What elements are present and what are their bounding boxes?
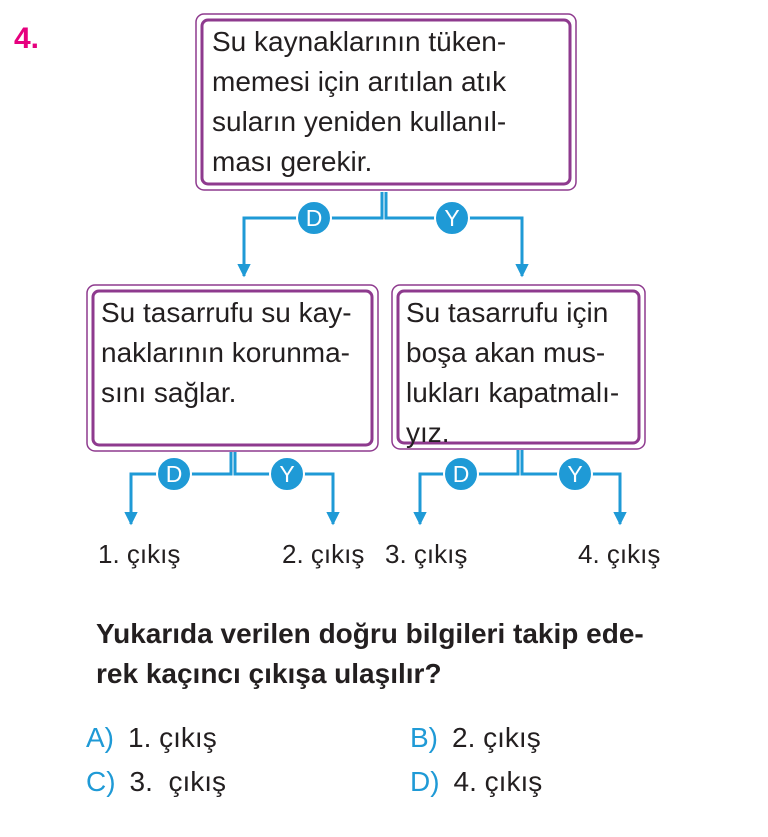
option-c-text: 3. çıkış <box>129 766 227 797</box>
top-true-badge <box>297 201 331 235</box>
exit-4-label: 4. çıkış <box>578 539 661 569</box>
option-c-letter: C) <box>86 766 116 797</box>
question-text: Yukarıda verilen doğru bilgileri takip ede- rek kaçıncı çıkışa ulaşılır? <box>96 618 644 689</box>
top-false-badge-label: Y <box>444 205 460 231</box>
top-false-badge <box>435 201 469 235</box>
option-a[interactable] <box>86 722 217 754</box>
option-d[interactable] <box>410 766 542 798</box>
question-number: 4. <box>14 22 40 55</box>
option-d-letter: D) <box>410 766 440 797</box>
right-true-badge-label: D <box>452 461 470 487</box>
right-false-badge <box>558 457 592 491</box>
option-d-text: 4. çıkış <box>453 766 543 797</box>
option-b-text: 2. çıkış <box>452 722 541 753</box>
exit-2-label: 2. çıkış <box>282 539 365 569</box>
left-true-badge <box>157 457 191 491</box>
option-c[interactable] <box>86 766 226 798</box>
left-true-badge-label: D <box>165 461 183 487</box>
left-false-badge <box>270 457 304 491</box>
option-a-text: 1. çıkış <box>128 722 217 753</box>
right-false-badge-label: Y <box>567 461 583 487</box>
left-box-text: Su tasarrufu su kay- naklarının korunma- sını sağlar. <box>101 297 352 408</box>
exit-1-label: 1. çıkış <box>98 539 181 569</box>
exit-3-label: 3. çıkış <box>385 539 468 569</box>
top-box-text: Su kaynaklarının tüken- memesi için arıtılan atık suların yeniden kullanıl- ması gerekir. <box>212 26 507 177</box>
right-true-badge <box>444 457 478 491</box>
option-a-letter: A) <box>86 722 114 753</box>
right-box-text: Su tasarrufu için boşa akan mus- lukları kapatmalı- yız. <box>406 297 620 448</box>
option-b-letter: B) <box>410 722 438 753</box>
option-b[interactable] <box>410 722 541 754</box>
left-false-badge-label: Y <box>279 461 295 487</box>
top-true-badge-label: D <box>305 205 323 231</box>
